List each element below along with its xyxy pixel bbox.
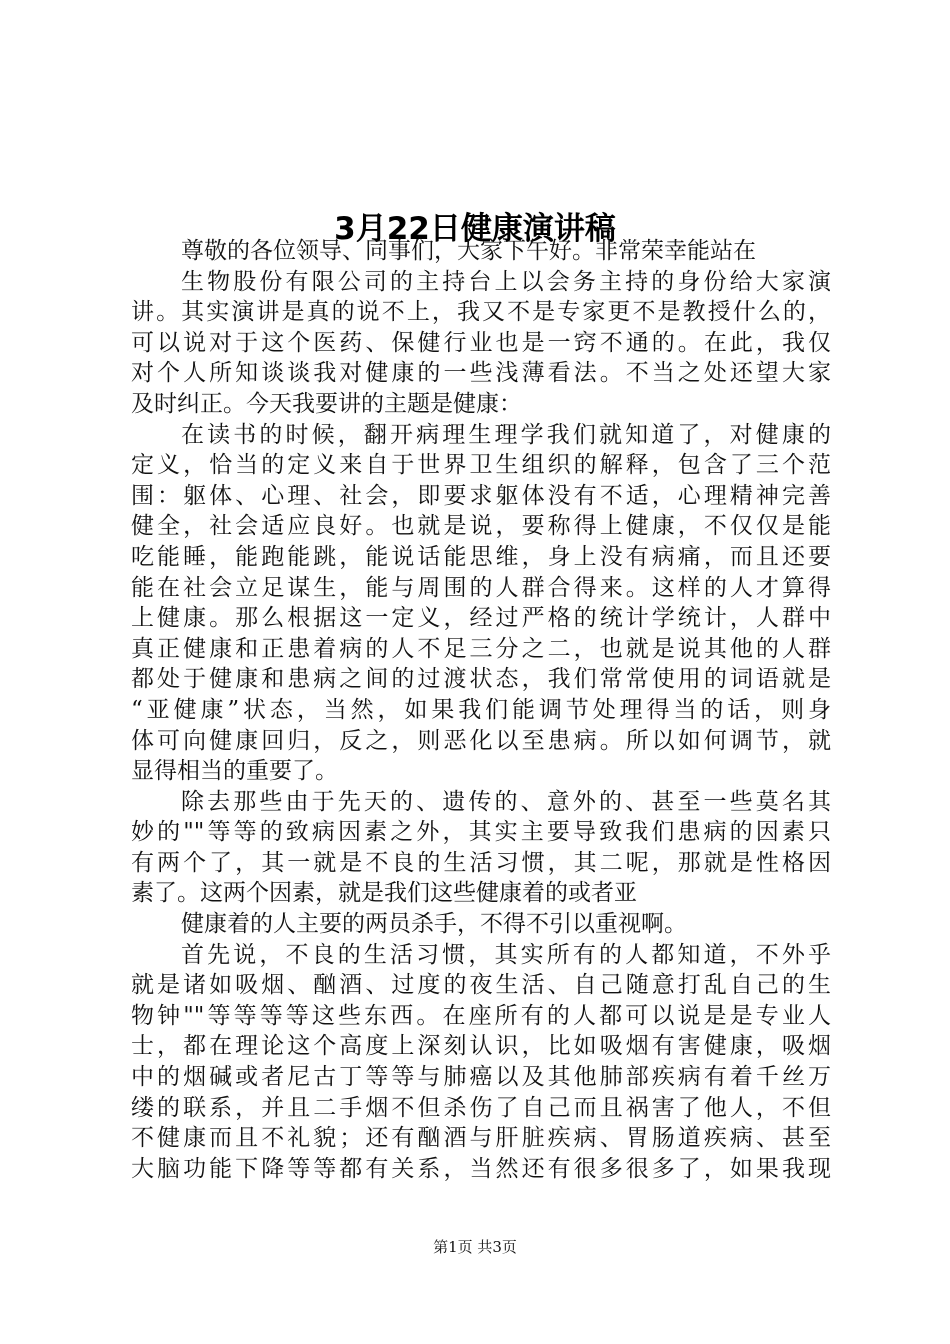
body-line: 可以说对于这个医药、保健行业也是一窍不通的。在此，我仅 xyxy=(131,329,831,356)
body-line: 妙的""等等的致病因素之外，其实主要导致我们患病的因素只 xyxy=(131,819,831,846)
body-line: 都处于健康和患病之间的过渡状态，我们常常使用的词语就是 xyxy=(131,666,831,693)
body-line: “亚健康”状态，当然，如果我们能调节处理得当的话，则身 xyxy=(131,696,831,723)
body-line: 素了。这两个因素，就是我们这些健康着的或者亚 xyxy=(131,880,637,907)
body-line: 及时纠正。今天我要讲的主题是健康： xyxy=(131,390,522,417)
body-line: 真正健康和正患着病的人不足三分之二，也就是说其他的人群 xyxy=(131,635,831,662)
body-line: 能在社会立足谋生，能与周围的人群合得来。这样的人才算得 xyxy=(131,574,831,601)
body-line: 中的烟碱或者尼古丁等等与肺癌以及其他肺部疾病有着千丝万 xyxy=(131,1064,831,1091)
document-body xyxy=(131,236,831,1184)
body-line: 生物股份有限公司的主持台上以会务主持的身份给大家演 xyxy=(181,268,831,295)
body-line: 体可向健康回归，反之，则恶化以至患病。所以如何调节，就 xyxy=(131,727,831,754)
body-line: 对个人所知谈谈我对健康的一些浅薄看法。不当之处还望大家 xyxy=(131,360,831,387)
body-line: 吃能睡，能跑能跳，能说话能思维，身上没有病痛，而且还要 xyxy=(131,543,831,570)
body-line: 健全，社会适应良好。也就是说，要称得上健康，不仅仅是能 xyxy=(131,513,831,540)
body-line: 物钟""等等等等这些东西。在座所有的人都可以说是是专业人 xyxy=(131,1002,831,1029)
body-line: 首先说，不良的生活习惯，其实所有的人都知道，不外乎 xyxy=(181,941,831,968)
body-line: 士，都在理论这个高度上深刻认识，比如吸烟有害健康，吸烟 xyxy=(131,1033,831,1060)
body-line: 有两个了，其一就是不良的生活习惯，其二呢，那就是性格因 xyxy=(131,849,831,876)
body-line: 缕的联系，并且二手烟不但杀伤了自己而且祸害了他人，不但 xyxy=(131,1094,831,1121)
body-line: 上健康。那么根据这一定义，经过严格的统计学统计，人群中 xyxy=(131,605,831,632)
body-line: 就是诸如吸烟、酗酒、过度的夜生活、自己随意打乱自己的生 xyxy=(131,972,831,999)
body-line: 讲。其实演讲是真的说不上，我又不是专家更不是教授什么的， xyxy=(131,299,831,326)
body-line: 尊敬的各位领导、同事们，大家下午好。非常荣幸能站在 xyxy=(181,238,756,264)
body-line: 大脑功能下降等等都有关系，当然还有很多很多了，如果我现 xyxy=(131,1155,831,1182)
document-title: 3月22日健康演讲稿 xyxy=(334,210,616,247)
body-line: 在读书的时候，翻开病理生理学我们就知道了，对健康的 xyxy=(181,421,831,448)
body-line: 除去那些由于先天的、遗传的、意外的、甚至一些莫名其 xyxy=(181,788,831,815)
body-line: 围：躯体、心理、社会，即要求躯体没有不适，心理精神完善 xyxy=(131,482,831,509)
body-line: 定义，恰当的定义来自于世界卫生组织的解释，包含了三个范 xyxy=(131,452,831,479)
body-line: 健康着的人主要的两员杀手，不得不引以重视啊。 xyxy=(181,911,687,938)
page-indicator: 第1页 共3页 xyxy=(433,1238,517,1256)
body-line: 不健康而且不礼貌；还有酗酒与肝脏疾病、胃肠道疾病、甚至 xyxy=(131,1125,831,1152)
body-line: 显得相当的重要了。 xyxy=(131,758,338,785)
